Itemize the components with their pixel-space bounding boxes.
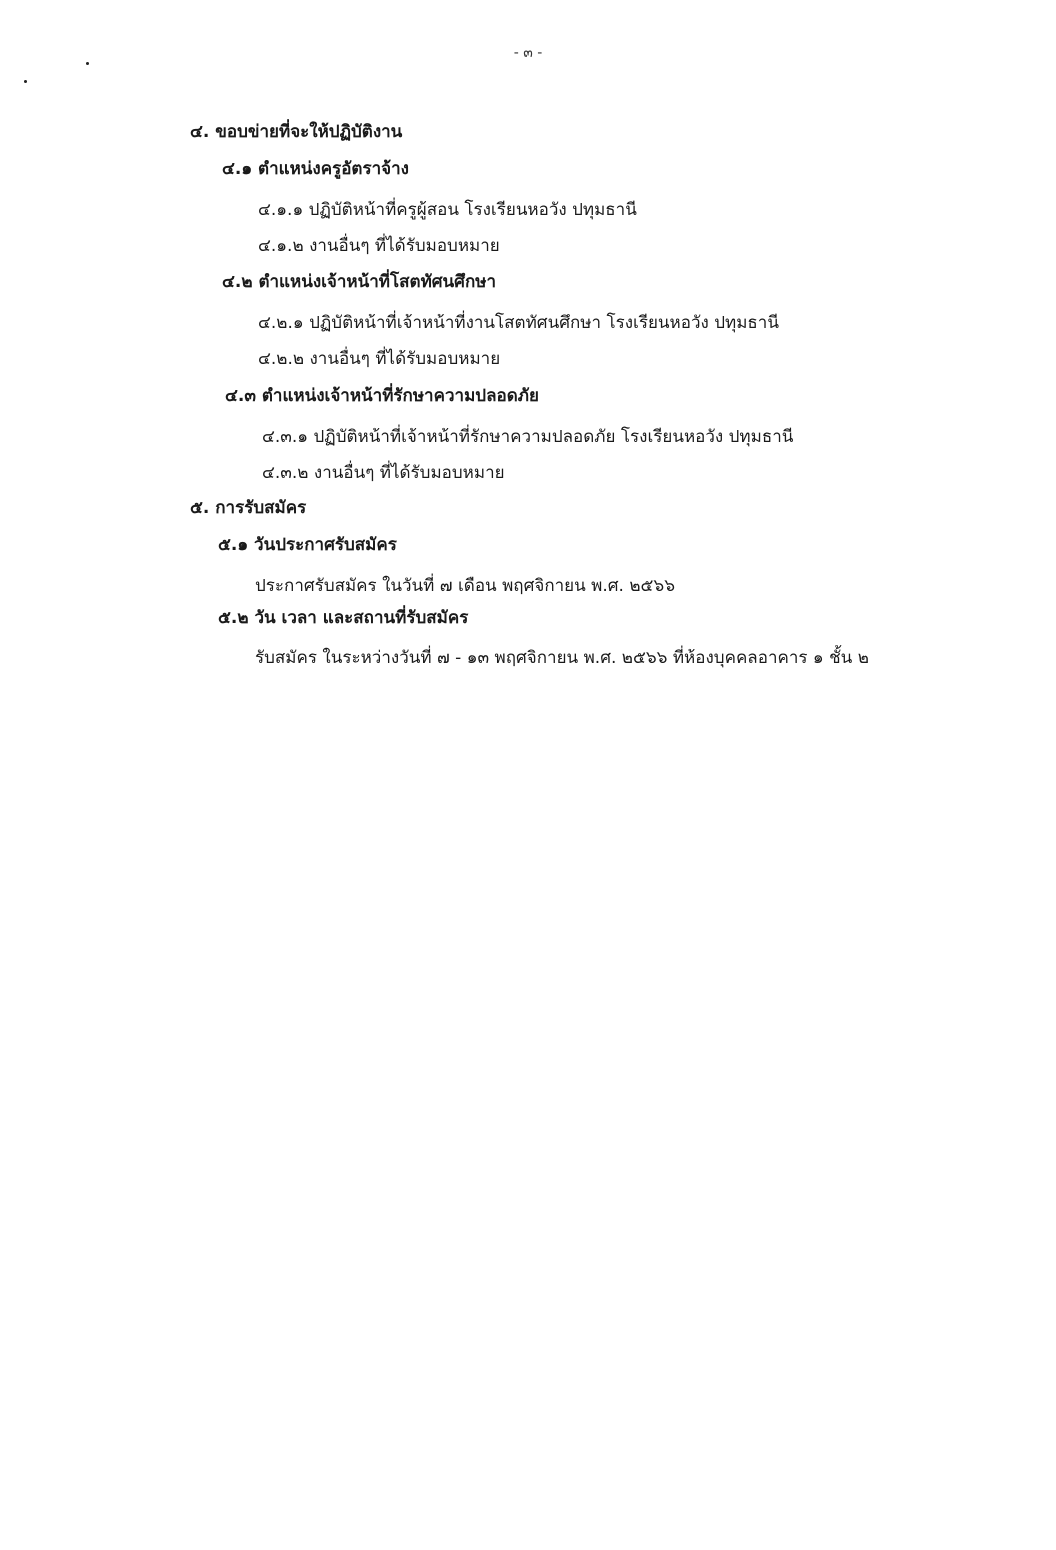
page-number: - ๓ - <box>513 45 543 61</box>
item-4-1-1: ๔.๑.๑ ปฏิบัติหน้าที่ครูผู้สอน โรงเรียนหอวัง ปทุมธานี <box>258 200 637 220</box>
section-5-1-text: ประกาศรับสมัคร ในวันที่ ๗ เดือน พฤศจิกายน พ.ศ. ๒๕๖๖ <box>255 576 676 596</box>
item-4-2-1: ๔.๒.๑ ปฏิบัติหน้าที่เจ้าหน้าที่งานโสตทัศนศึกษา โรงเรียนหอวัง ปทุมธานี <box>258 313 779 333</box>
section-4-heading: ๔. ขอบข่ายที่จะให้ปฏิบัติงาน <box>190 122 403 142</box>
item-4-3-1: ๔.๓.๑ ปฏิบัติหน้าที่เจ้าหน้าที่รักษาความปลอดภัย โรงเรียนหอวัง ปทุมธานี <box>262 427 794 447</box>
section-5-1-heading: ๕.๑ วันประกาศรับสมัคร <box>218 535 397 555</box>
scan-speck <box>24 80 27 83</box>
item-4-1-2: ๔.๑.๒ งานอื่นๆ ที่ได้รับมอบหมาย <box>258 236 500 256</box>
section-4-1-heading: ๔.๑ ตำแหน่งครูอัตราจ้าง <box>222 159 409 179</box>
section-5-2-heading: ๕.๒ วัน เวลา และสถานที่รับสมัคร <box>218 608 469 628</box>
item-4-3-2: ๔.๓.๒ งานอื่นๆ ที่ได้รับมอบหมาย <box>262 463 505 483</box>
item-4-2-2: ๔.๒.๒ งานอื่นๆ ที่ได้รับมอบหมาย <box>258 349 501 369</box>
section-4-2-heading: ๔.๒ ตำแหน่งเจ้าหน้าที่โสตทัศนศึกษา <box>222 272 497 292</box>
scan-speck <box>86 62 89 65</box>
section-4-3-heading: ๔.๓ ตำแหน่งเจ้าหน้าที่รักษาความปลอดภัย <box>225 386 539 406</box>
section-5-2-line-1: รับสมัคร ในระหว่างวันที่ ๗ - ๑๓ พฤศจิกายน พ.ศ. ๒๕๖๖ ที่ห้องบุคคลอาคาร ๑ ชั้น ๒ <box>255 648 869 668</box>
section-5-heading: ๕. การรับสมัคร <box>190 498 307 518</box>
